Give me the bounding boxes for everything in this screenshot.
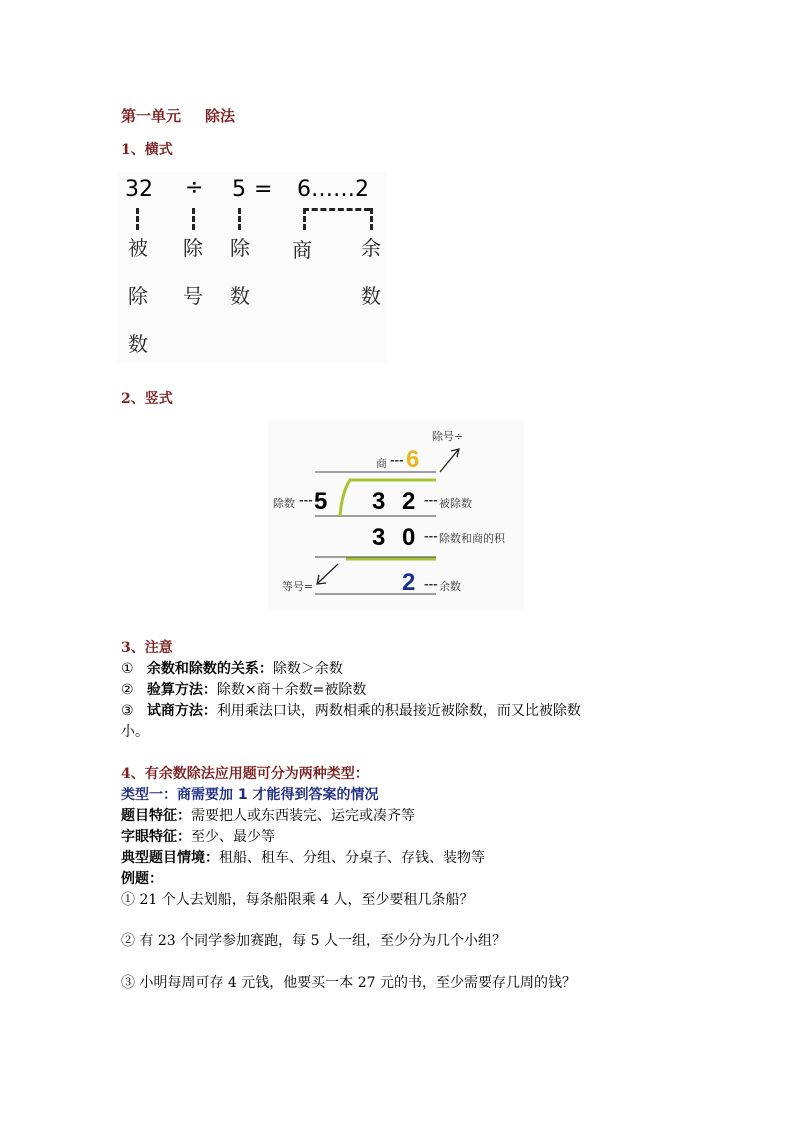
quotient-dashes: ---	[390, 454, 404, 467]
product-label: 除数和商的积	[439, 532, 505, 545]
type1-heading: 类型一：商需要加 1 才能得到答案的情况	[121, 787, 379, 803]
label-dividend-3: 数	[128, 332, 148, 356]
remainder-label: 余数	[439, 580, 461, 593]
dividend-number: 32	[125, 177, 153, 202]
sign-dash	[192, 208, 195, 230]
product-digit-2: 0	[402, 524, 416, 551]
product-digit-1: 3	[372, 524, 386, 551]
label-divisor-1: 除	[230, 236, 250, 260]
divisor-label: 除数	[273, 497, 295, 510]
type1-keyword	[121, 826, 275, 846]
note-2-label: 验算方法：	[146, 682, 217, 698]
note-2	[121, 679, 366, 699]
scene-label: 典型题目情境：	[121, 850, 219, 866]
note-3-text: 利用乘法口诀，两数相乘的积最接近被除数，而又比被除数	[216, 703, 581, 719]
remainder-dash	[370, 208, 373, 230]
keyword-label: 字眼特征：	[121, 829, 191, 845]
example-1: ① 21 个人去划船，每条船限乘 4 人，至少要租几条船？	[121, 892, 474, 908]
quotient-label: 商	[376, 457, 387, 470]
label-quotient: 商	[292, 238, 312, 262]
dividend-digit-2: 2	[402, 488, 416, 515]
page-title	[121, 105, 235, 126]
note-3-label: 试商方法：	[146, 703, 217, 719]
note-1	[121, 658, 343, 678]
label-remainder-1: 余	[361, 236, 381, 260]
example-label: 例题：	[121, 871, 163, 887]
example-2: ② 有 23 个同学参加赛跑，每 5 人一组，至少分为几个小组？	[121, 933, 506, 949]
remainder-digit: 2	[402, 569, 416, 596]
equals-sign: =	[254, 177, 273, 202]
type1-scene	[121, 847, 485, 867]
divisor-number: 5	[232, 177, 246, 202]
section-heading-3: 3、注意	[121, 640, 173, 656]
scene-text: 租船、租车、分组、分桌子、存钱、装物等	[219, 850, 485, 866]
section-heading-1: 1、横式	[121, 142, 173, 158]
quotient-digit: 6	[406, 446, 420, 473]
horizontal-formula	[118, 172, 386, 362]
dividend-digit-1: 3	[372, 488, 386, 515]
divisor-dash	[238, 208, 241, 230]
keyword-text: 至少、最少等	[191, 829, 275, 845]
equals-label: 等号=	[282, 580, 314, 593]
unit-label: 第一单元	[121, 107, 182, 125]
section-heading-4: 4、有余数除法应用题可分为两种类型：	[121, 766, 369, 782]
divisor-digit: 5	[314, 488, 328, 515]
divisor-dashes: ---	[299, 494, 313, 507]
label-remainder-2: 数	[361, 284, 381, 308]
quotient-remainder-bracket	[303, 208, 370, 211]
section-heading-2: 2、竖式	[121, 391, 173, 407]
division-sign-label: 除号÷	[432, 430, 464, 443]
note-1-text: 除数＞余数	[272, 661, 343, 677]
note-2-number: ②	[121, 682, 134, 698]
label-dividend-1: 被	[128, 236, 148, 260]
division-sign: ÷	[185, 175, 204, 200]
note-3-continued: 小。	[121, 724, 149, 740]
note-1-label: 余数和除数的关系：	[146, 661, 273, 677]
product-dashes: ---	[424, 530, 438, 543]
long-division-figure	[268, 420, 524, 610]
quotient-dash	[303, 208, 306, 230]
dividend-label: 被除数	[439, 497, 472, 510]
remainder-dashes: ---	[424, 578, 438, 591]
example-3: ③ 小明每周可存 4 元钱，他要买一本 27 元的书，至少需要存几周的钱？	[121, 975, 576, 991]
label-sign-1: 除	[183, 236, 203, 260]
feature-label: 题目特征：	[121, 808, 191, 824]
result-text: 6……2	[297, 177, 369, 202]
dividend-dashes: ---	[424, 494, 438, 507]
dividend-dash	[136, 208, 139, 230]
note-2-text: 除数×商＋余数=被除数	[216, 682, 367, 698]
type1-feature	[121, 805, 415, 825]
label-divisor-2: 数	[230, 284, 250, 308]
note-1-number: ①	[121, 661, 134, 677]
unit-topic: 除法	[205, 107, 236, 125]
note-3-number: ③	[121, 703, 134, 719]
label-sign-2: 号	[183, 284, 203, 308]
feature-text: 需要把人或东西装完、运完或凑齐等	[191, 808, 415, 824]
note-3	[121, 700, 581, 720]
label-dividend-2: 除	[128, 284, 148, 308]
